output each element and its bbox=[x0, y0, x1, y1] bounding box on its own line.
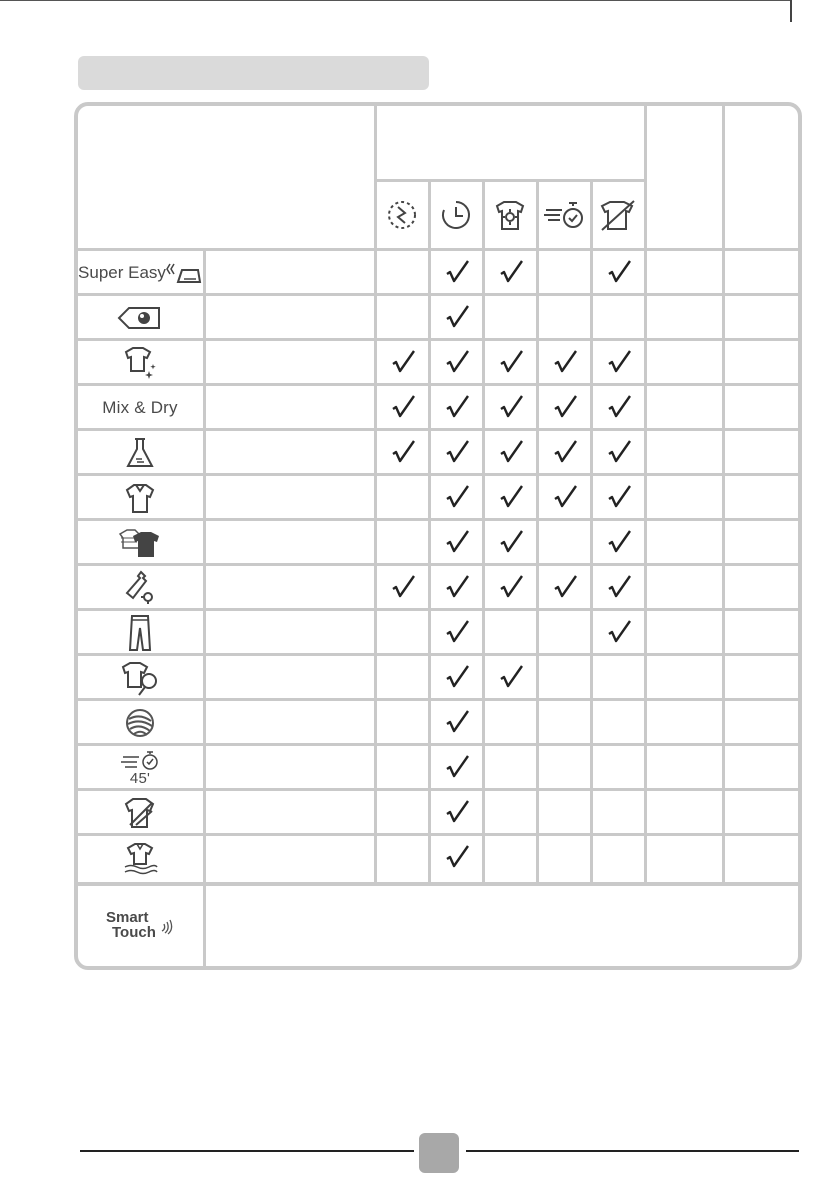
check-mark bbox=[485, 476, 539, 520]
check-mark bbox=[485, 521, 539, 565]
jeans-icon bbox=[75, 611, 205, 655]
check-mark bbox=[431, 746, 485, 790]
super-easy-icon bbox=[75, 251, 205, 295]
baby-bottle-icon bbox=[75, 566, 205, 610]
top-rule bbox=[0, 0, 790, 1]
check-mark bbox=[539, 431, 593, 475]
sport-icon bbox=[75, 656, 205, 700]
super-easy-label: Super Easy bbox=[78, 263, 166, 282]
check-mark bbox=[539, 566, 593, 610]
check-mark bbox=[431, 836, 485, 880]
check-mark bbox=[431, 701, 485, 745]
no-iron-icon bbox=[593, 182, 643, 248]
wool-icon bbox=[75, 701, 205, 745]
check-mark bbox=[593, 431, 647, 475]
flask-icon bbox=[75, 431, 205, 475]
check-mark bbox=[431, 566, 485, 610]
check-mark bbox=[431, 521, 485, 565]
check-mark bbox=[431, 791, 485, 835]
mix-dry-icon bbox=[75, 386, 205, 430]
time-icon bbox=[431, 182, 481, 248]
tag-icon bbox=[75, 296, 205, 340]
check-mark bbox=[593, 566, 647, 610]
check-mark bbox=[431, 431, 485, 475]
footer-rule-left bbox=[80, 1150, 414, 1152]
mix-dry-label: Mix & Dry bbox=[102, 398, 178, 417]
refresh-icon bbox=[75, 836, 205, 880]
delay-start-icon bbox=[377, 182, 427, 248]
dark-clothes-icon bbox=[75, 521, 205, 565]
polo-shirt-icon bbox=[75, 476, 205, 520]
check-mark bbox=[593, 476, 647, 520]
table-hline bbox=[76, 882, 800, 886]
check-mark bbox=[377, 566, 431, 610]
section-header-bar bbox=[78, 56, 429, 90]
check-mark bbox=[539, 341, 593, 385]
dry-heat-icon bbox=[485, 182, 535, 248]
check-mark bbox=[485, 656, 539, 700]
shirt-sparkle-icon bbox=[75, 341, 205, 385]
top-marker bbox=[790, 0, 792, 22]
check-mark bbox=[485, 386, 539, 430]
check-mark bbox=[431, 341, 485, 385]
check-mark bbox=[485, 431, 539, 475]
smart-touch-line2: Touch bbox=[112, 924, 156, 941]
table-vline bbox=[722, 106, 725, 884]
check-mark bbox=[377, 386, 431, 430]
check-mark bbox=[593, 611, 647, 655]
smart-touch-logo bbox=[90, 910, 200, 950]
check-mark bbox=[593, 521, 647, 565]
check-mark bbox=[431, 296, 485, 340]
check-mark bbox=[593, 341, 647, 385]
rapid-45-label: 45' bbox=[129, 769, 151, 787]
check-mark bbox=[431, 251, 485, 295]
check-mark bbox=[431, 476, 485, 520]
no-iron-shirt-icon bbox=[75, 791, 205, 835]
check-mark bbox=[377, 431, 431, 475]
check-mark bbox=[593, 251, 647, 295]
check-mark bbox=[593, 386, 647, 430]
nfc-waves-icon bbox=[160, 919, 176, 935]
smart-touch-line1: Smart bbox=[106, 909, 149, 926]
check-mark bbox=[485, 251, 539, 295]
check-mark bbox=[377, 341, 431, 385]
quick-dry-icon bbox=[539, 182, 589, 248]
check-mark bbox=[431, 656, 485, 700]
check-mark bbox=[539, 476, 593, 520]
footer-rule-right bbox=[466, 1150, 799, 1152]
check-mark bbox=[431, 386, 485, 430]
check-mark bbox=[485, 341, 539, 385]
rapid-45-icon bbox=[75, 746, 205, 790]
check-mark bbox=[431, 611, 485, 655]
check-mark bbox=[485, 566, 539, 610]
check-mark bbox=[539, 386, 593, 430]
page-number-box bbox=[419, 1133, 459, 1173]
